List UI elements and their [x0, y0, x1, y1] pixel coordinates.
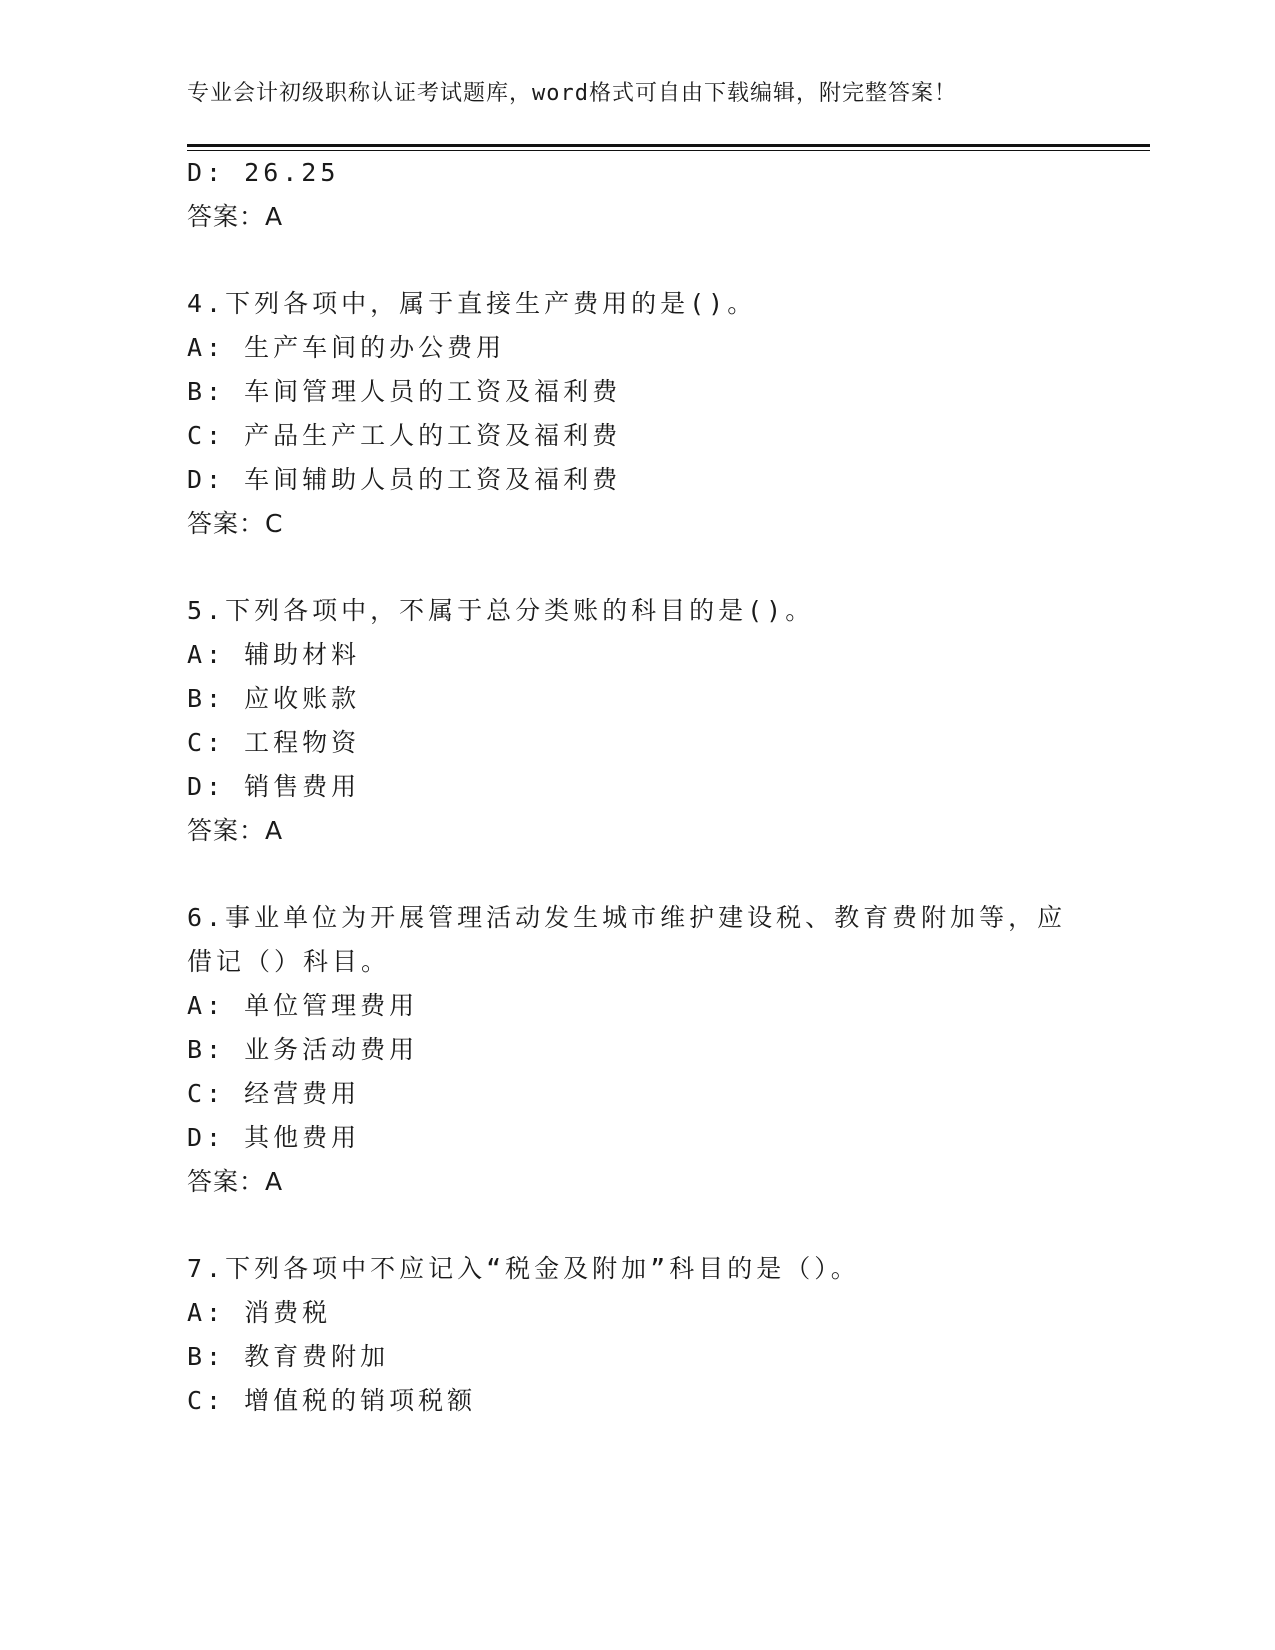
q5-answer: 答案：A [187, 816, 284, 845]
header-rule-thick [187, 144, 1150, 147]
q4-question: 4.下列各项中，属于直接生产费用的是()。 [187, 289, 757, 318]
q7-option-b: B: 教育费附加 [187, 1342, 390, 1371]
q6-option-c: C: 经营费用 [187, 1079, 361, 1108]
page-header: 专业会计初级职称认证考试题库，word格式可自由下载编辑，附完整答案！ [187, 81, 957, 106]
q6-option-b: B: 业务活动费用 [187, 1035, 419, 1064]
q5-option-b: B: 应收账款 [187, 684, 361, 713]
q4-answer: 答案：C [187, 509, 284, 538]
q7-question: 7.下列各项中不应记入“税金及附加”科目的是（）。 [187, 1254, 860, 1283]
q5-option-d: D: 销售费用 [187, 772, 361, 801]
q6-question-line1: 6.事业单位为开展管理活动发生城市维护建设税、教育费附加等，应 [187, 903, 1067, 932]
header-rule-thin [187, 150, 1150, 151]
q3-option-d: D: 26.25 [187, 158, 340, 187]
q7-option-a: A: 消费税 [187, 1298, 332, 1327]
q6-option-a: A: 单位管理费用 [187, 991, 419, 1020]
q5-option-a: A: 辅助材料 [187, 640, 361, 669]
q4-option-b: B: 车间管理人员的工资及福利费 [187, 377, 622, 406]
q5-option-c: C: 工程物资 [187, 728, 361, 757]
q5-question: 5.下列各项中，不属于总分类账的科目的是()。 [187, 596, 815, 625]
q4-option-d: D: 车间辅助人员的工资及福利费 [187, 465, 622, 494]
q4-option-c: C: 产品生产工人的工资及福利费 [187, 421, 622, 450]
q4-option-a: A: 生产车间的办公费用 [187, 333, 506, 362]
q3-answer: 答案：A [187, 202, 284, 231]
q6-option-d: D: 其他费用 [187, 1123, 361, 1152]
q6-answer: 答案：A [187, 1167, 284, 1196]
q6-question-line2: 借记（）科目。 [187, 947, 391, 976]
q7-option-c: C: 增值税的销项税额 [187, 1386, 477, 1415]
